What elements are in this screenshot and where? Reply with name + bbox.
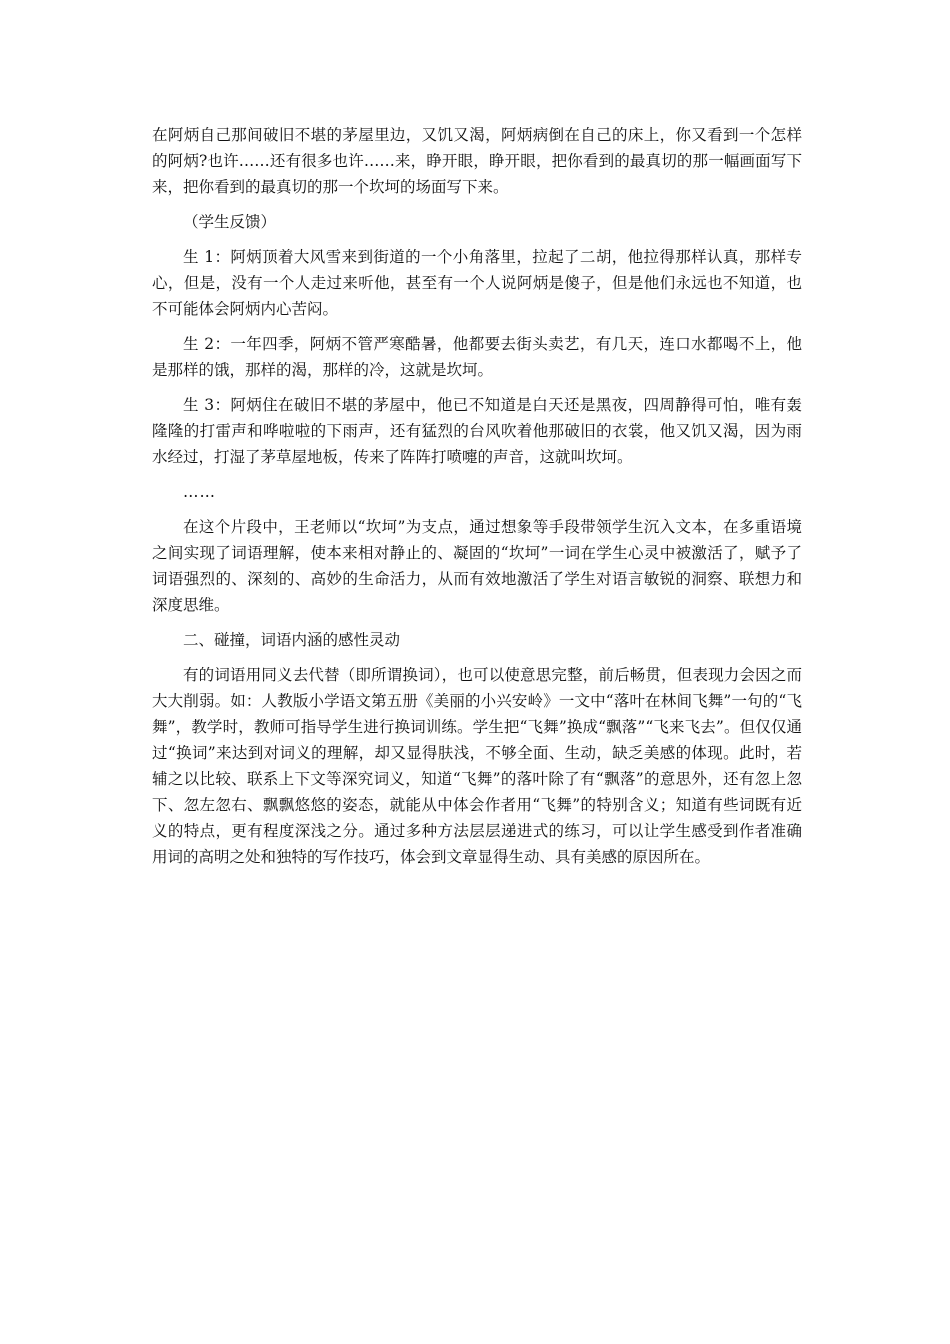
paragraph-word-substitution: 有的词语用同义去代替（即所谓换词），也可以使意思完整，前后畅贯，但表现力会因之而大大削弱。如：人教版小学语文第五册《美丽的小兴安岭》一文中“落叶在林间飞舞”一句的“飞舞”，教学时，教师可指导学生进行换词训练。学生把“飞舞”换成“飘落”“飞来飞去”。但仅仅通过“换词”来达到对词义的理解，却又显得肤浅，不够全面、生动，缺乏美感的体现。此时，若辅之以比较、联系上下文等深究词义，知道“飞舞”的落叶除了有“飘落”的意思外，还有忽上忽下、忽左忽右、飘飘悠悠的姿态，就能从中体会作者用“飞舞”的特别含义；知道有些词既有近义的特点，更有程度深浅之分。通过多种方法层层递进式的练习，可以让学生感受到作者准确用词的高明之处和独特的写作技巧，体会到文章显得生动、具有美感的原因所在。 <box>152 666 802 866</box>
paragraph-ellipsis: …… <box>183 483 216 501</box>
paragraph-intro: 在阿炳自己那间破旧不堪的茅屋里边，又饥又渴，阿炳病倒在自己的床上，你又看到一个怎样的阿炳?也许……还有很多也许……来，睁开眼，睁开眼，把你看到的最真切的那一幅画面写下来，把你看到的最真切的那一个坎坷的场面写下来。 <box>152 126 802 196</box>
paragraph-student-1: 生 1：阿炳顶着大风雪来到街道的一个小角落里，拉起了二胡，他拉得那样认真，那样专心，但是，没有一个人走过来听他，甚至有一个人说阿炳是傻子，但是他们永远也不知道，也不可能体会阿炳内心苦闷。 <box>152 248 802 318</box>
paragraph-student-2: 生 2：一年四季，阿炳不管严寒酷暑，他都要去街头卖艺，有几天，连口水都喝不上，他是那样的饿，那样的渴，那样的冷，这就是坎坷。 <box>152 335 802 379</box>
document-page <box>152 122 802 879</box>
section-heading: 二、碰撞，词语内涵的感性灵动 <box>183 631 401 649</box>
paragraph-student-3: 生 3：阿炳住在破旧不堪的茅屋中，他已不知道是白天还是黑夜，四周静得可怕，唯有轰隆隆的打雷声和哗啦啦的下雨声，还有猛烈的台风吹着他那破旧的衣裳，他又饥又渴，因为雨水经过，打湿了茅草屋地板，传来了阵阵打喷嚏的声音，这就叫坎坷。 <box>152 396 802 466</box>
paragraph-student-feedback-heading: （学生反馈） <box>183 213 277 231</box>
paragraph-analysis: 在这个片段中，王老师以“坎坷”为支点，通过想象等手段带领学生沉入文本，在多重语境之间实现了词语理解，使本来相对静止的、凝固的“坎坷”一词在学生心灵中被激活了，赋予了词语强烈的、深刻的、高妙的生命活力，从而有效地激活了学生对语言敏锐的洞察、联想力和深度思维。 <box>152 518 802 614</box>
